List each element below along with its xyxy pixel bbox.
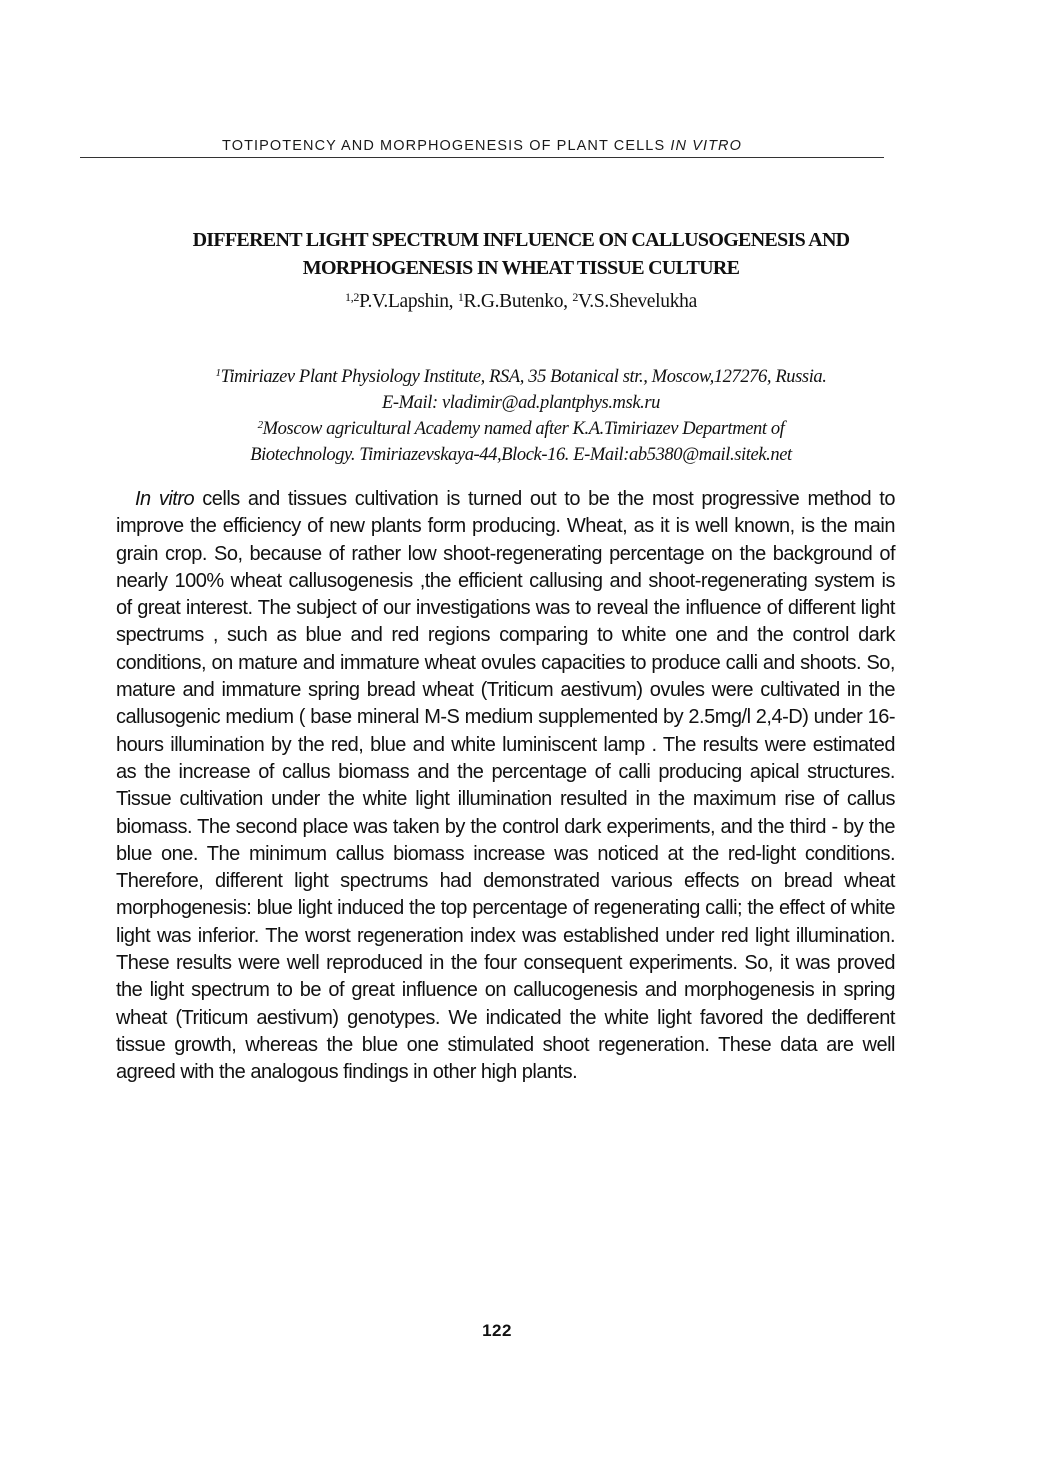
abstract-body: cells and tissues cultivation is turned out to be the most progressive method to improve the efficiency of new plants form producing. Wheat, as it is well known, is the main grain crop. So, because of rather low shoot-regenerating percentage on the background of nearly 100% wheat callusogenesis ,the efficient callusing and shoot-regenerating system is of great interest. The subject of our investigations was to reveal the influence of different light spectrums , such as blue and red regions comparing to white one and the control dark conditions, on mature and immature wheat ovules capacities to produce calli and shoots. So, mature and immature spring bread wheat (Triticum aestivum) ovules were cultivated in the callusogenic medium ( base mineral M-S medium supplemented by 2.5mg/l 2,4-D) under 16-hours illumination by the red, blue and white luminiscent lamp . The results were estimated as the increase of callus biomass and the percentage of calli producing apical structures. Tissue cultivation under the white light illumination resulted in the maximum rise of callus biomass. The second place was taken by the control dark experiments, and the third - by the blue one. The minimum callus biomass increase was noticed at the red-light conditions. Therefore, different light spectrums had demonstrated various effects on bread wheat morphogenesis: blue light induced the top percentage of regenerating calli; the effect of white light was inferior. The worst regeneration index was established under red light illumination. These results were well reproduced in the four consequent experiments. So, it was proved the light spectrum to be of great influence on callucogenesis and morphogenesis in spring wheat (Triticum aestivum) genotypes. We indicated the white light favored the dedifferent tissue growth, whereas the blue one stimulated shoot regeneration. These data are well agreed with the analogous findings in other high plants. xyxy=(116,488,895,1084)
affiliation-line-4: Biotechnology. Timiriazevskaya-44,Block-16. E-Mail:ab5380@mail.sitek.net xyxy=(250,445,792,465)
article-title xyxy=(80,226,962,282)
author-1-sup: 1,2 xyxy=(345,290,360,304)
author-list xyxy=(80,291,962,313)
author-3-sup: 2 xyxy=(572,290,579,304)
running-header xyxy=(80,138,884,154)
author-1-name: P.V.Lapshin, xyxy=(359,291,454,312)
running-header-title: TOTIPOTENCY AND MORPHOGENESIS OF PLANT CELLS xyxy=(222,138,666,154)
title-line-2: MORPHOGENESIS IN WHEAT TISSUE CULTURE xyxy=(302,257,740,279)
page-number: 122 xyxy=(482,1321,512,1340)
affiliation-2-text: Moscow agricultural Academy named after K.A.Timiriazev Department of xyxy=(262,419,785,439)
abstract-lead-italic: In vitro xyxy=(135,488,195,510)
header-rule xyxy=(80,157,884,158)
affiliation-line-3 xyxy=(80,416,962,442)
abstract-paragraph xyxy=(116,486,895,1087)
affiliation-1-sup: 1 xyxy=(215,367,221,379)
affiliation-line-1 xyxy=(80,364,962,390)
affiliations xyxy=(80,364,962,468)
author-2-sup: 1 xyxy=(457,290,464,304)
affiliation-1-text: Timiriazev Plant Physiology Institute, RSA, 35 Botanical str., Moscow,127276, Russia. xyxy=(220,367,827,387)
author-3-name: V.S.Shevelukha xyxy=(578,291,697,312)
author-2-name: R.G.Butenko, xyxy=(463,291,568,312)
running-header-italic: IN VITRO xyxy=(670,138,742,154)
affiliation-2-sup: 2 xyxy=(257,419,263,431)
title-line-1: DIFFERENT LIGHT SPECTRUM INFLUENCE ON CALLUSOGENESIS AND xyxy=(192,229,850,251)
affiliation-line-2: E-Mail: vladimir@ad.plantphys.msk.ru xyxy=(381,393,661,413)
